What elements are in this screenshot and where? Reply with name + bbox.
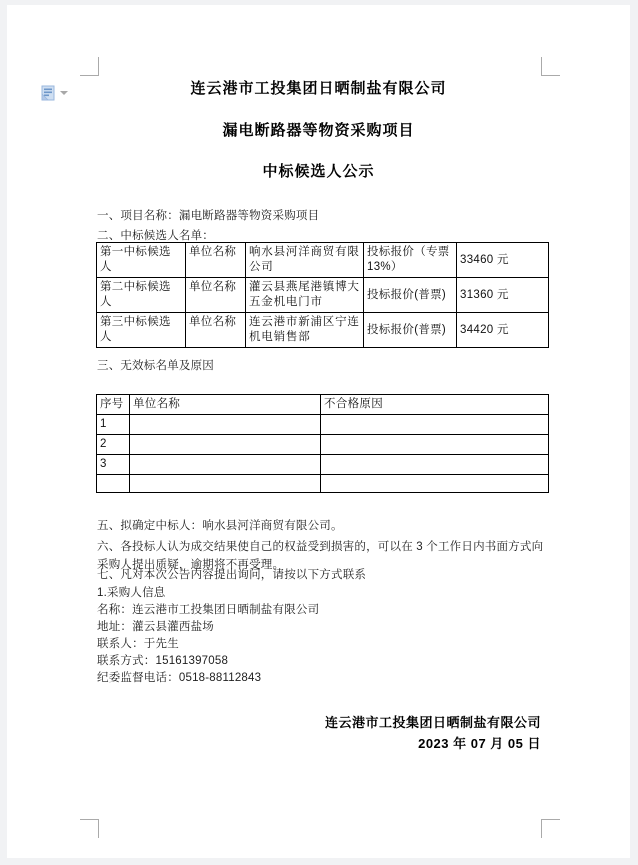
invalid-reason	[321, 435, 549, 455]
invalid-company	[130, 475, 321, 493]
paragraph-invalid-heading: 三、无效标名单及原因	[97, 360, 214, 372]
signature-date: 2023 年 07 月 05 日	[418, 736, 541, 751]
candidate-rank: 第二中标候选人	[97, 278, 186, 313]
candidate-rank: 第三中标候选人	[97, 313, 186, 348]
buyer-phone: 联系方式：15161397058	[97, 655, 229, 667]
candidate-field-label: 单位名称	[186, 243, 246, 278]
doc-title-announcement: 中标候选人公示	[262, 163, 375, 180]
document-page	[7, 5, 630, 858]
invalid-bids-table	[96, 394, 549, 493]
invalid-serial: 3	[97, 455, 130, 475]
invalid-serial: 2	[97, 435, 130, 455]
candidate-price-label: 投标报价(普票)	[364, 313, 457, 348]
invalid-reason	[321, 415, 549, 435]
candidate-price-label: 投标报价(普票)	[364, 278, 457, 313]
table-row	[97, 435, 549, 455]
buyer-contact-person: 联系人：于先生	[97, 638, 179, 650]
buyer-info-heading: 1.采购人信息	[97, 587, 166, 599]
invalid-reason	[321, 455, 549, 475]
paragraph-confirmed-winner: 五、拟确定中标人：响水县河洋商贸有限公司。	[97, 520, 343, 532]
invalid-serial: 1	[97, 415, 130, 435]
paragraph-objection-notice: 六、各投标人认为成交结果使自己的权益受到损害的，可以在 3 个工作日内书面方式向采购人提出质疑，逾期将不再受理。	[97, 541, 544, 571]
margin-crop-mark-bottom-right	[541, 819, 560, 838]
table-row	[97, 415, 549, 435]
doc-title-company: 连云港市工投集团日晒制盐有限公司	[190, 80, 447, 97]
invalid-serial	[97, 475, 130, 493]
invalid-company	[130, 455, 321, 475]
table-header-row	[97, 395, 549, 415]
invalid-reason	[321, 475, 549, 493]
header-reason: 不合格原因	[321, 395, 549, 415]
candidate-price-label: 投标报价（专票13%）	[364, 243, 457, 278]
candidate-price: 31360 元	[457, 278, 549, 313]
discipline-supervision-phone: 纪委监督电话：0518-88112843	[97, 672, 262, 684]
invalid-company	[130, 435, 321, 455]
table-row	[97, 313, 549, 348]
doc-title-project: 漏电断路器等物资采购项目	[222, 122, 415, 139]
candidate-field-label: 单位名称	[186, 278, 246, 313]
table-row	[97, 278, 549, 313]
candidate-price: 34420 元	[457, 313, 549, 348]
margin-crop-mark-bottom-left	[80, 819, 99, 838]
candidate-company: 灌云县燕尾港镇博大五金机电门市	[246, 278, 364, 313]
signature-company: 连云港市工投集团日晒制盐有限公司	[324, 715, 541, 730]
header-serial: 序号	[97, 395, 130, 415]
table-row	[97, 455, 549, 475]
candidate-price: 33460 元	[457, 243, 549, 278]
invalid-company	[130, 415, 321, 435]
margin-crop-mark-top-right	[541, 57, 560, 76]
margin-crop-mark-top-left	[80, 57, 99, 76]
candidates-table	[96, 242, 549, 348]
paragraph-inquiry-notice: 七、凡对本次公告内容提出询问，请按以下方式联系	[97, 569, 367, 581]
header-company: 单位名称	[130, 395, 321, 415]
candidate-company: 响水县河洋商贸有限公司	[246, 243, 364, 278]
candidate-company: 连云港市新浦区宁连机电销售部	[246, 313, 364, 348]
paragraph-project-name: 一、项目名称：漏电断路器等物资采购项目	[97, 210, 320, 222]
buyer-name: 名称：连云港市工投集团日晒制盐有限公司	[97, 604, 320, 616]
candidate-rank: 第一中标候选人	[97, 243, 186, 278]
paragraph-candidates-heading: 二、中标候选人名单：	[97, 230, 214, 242]
candidate-field-label: 单位名称	[186, 313, 246, 348]
buyer-address: 地址：灌云县灌西盐场	[97, 621, 214, 633]
table-row	[97, 243, 549, 278]
table-row	[97, 475, 549, 493]
